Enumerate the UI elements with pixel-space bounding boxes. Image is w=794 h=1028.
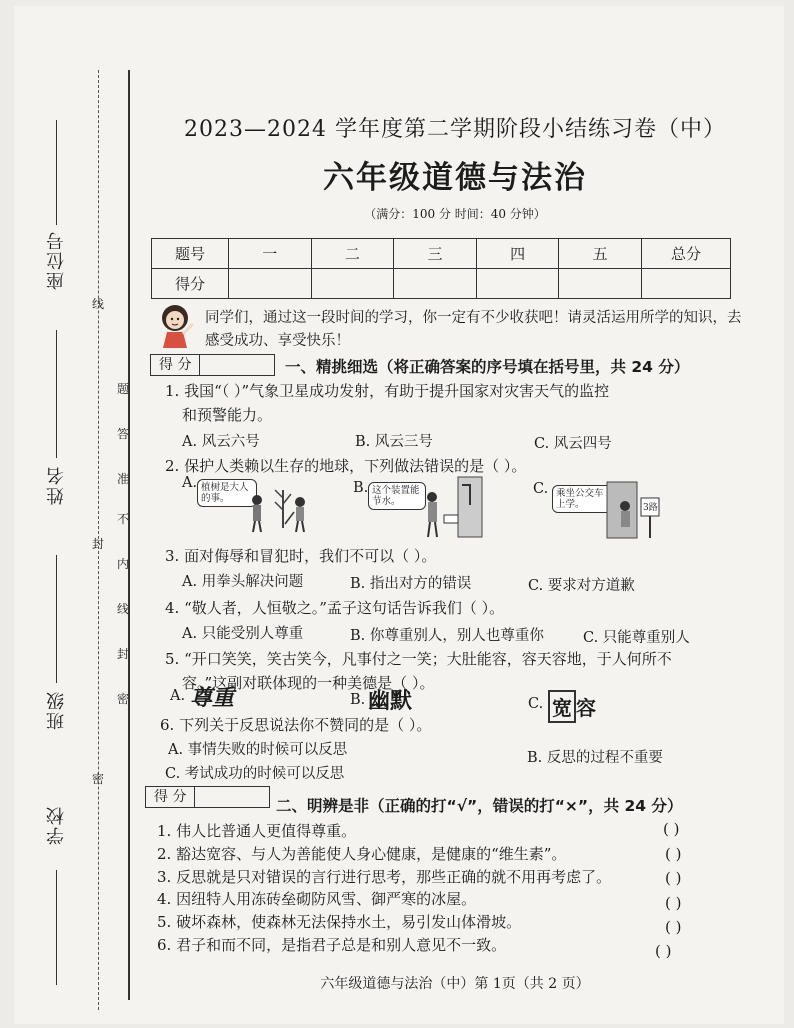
tf-item-4: 4. 因纽特人用冻砖垒砌防风雪、御严寒的冰屋。 [157, 890, 477, 908]
tf-answer-bracket[interactable]: ( ) [665, 845, 682, 863]
no-answer-char: 内 [117, 557, 130, 571]
school-label: 学校 [46, 805, 67, 845]
school-blank [56, 870, 57, 985]
score-input-cell[interactable] [394, 269, 477, 299]
q2-option-b[interactable]: B. [353, 480, 369, 496]
q5-a-word: 尊重 [190, 686, 235, 711]
scorebox-blank[interactable] [199, 355, 274, 375]
seal-char: 线 [92, 297, 105, 311]
score-table-header-row [152, 239, 731, 269]
seat-label: 座位号 [46, 230, 67, 290]
score-cell: 四 [476, 239, 559, 269]
q2-option-a[interactable]: A. [182, 475, 198, 491]
q6-option-b[interactable]: B. 反思的过程不重要 [527, 750, 663, 766]
q2-b-speech-bubble: 这个装置能节水。 [368, 482, 426, 510]
q2-a-speech-bubble: 植树是大人的事。 [197, 479, 257, 507]
seal-char: 密 [92, 772, 105, 786]
score-input-cell[interactable] [642, 269, 731, 299]
no-answer-char: 不 [117, 512, 130, 526]
tf-answer-bracket[interactable]: ( ) [663, 820, 680, 838]
q6-option-c[interactable]: C. 考试成功的时候可以反思 [165, 766, 345, 782]
section2-title: 二、明辨是非（正确的打“√”，错误的打“×”，共 24 分） [276, 797, 683, 815]
subject-title: 六年级道德与法治 [323, 160, 587, 196]
q6-text: 6. 下列关于反思说法你不赞同的是（ ）。 [160, 716, 432, 734]
score-input-cell[interactable] [229, 269, 312, 299]
tf-answer-bracket[interactable]: ( ) [655, 942, 672, 960]
q2-option-c[interactable]: C. [533, 481, 549, 497]
class-label: 班级 [46, 690, 67, 730]
score-cell: 总分 [642, 239, 731, 269]
q2-c-speech-bubble: 乘坐公交车上学。 [552, 485, 612, 513]
q5-option-b[interactable]: B. [350, 692, 366, 708]
score-table-score-row [152, 269, 731, 299]
seal-char: 封 [92, 537, 105, 551]
tf-item-2: 2. 豁达宽容、与人为善能使人身心健康，是健康的“维生素”。 [157, 845, 567, 863]
q2-text: 2. 保护人类赖以生存的地球，下列做法错误的是（ ）。 [165, 457, 527, 475]
q5-c-word [548, 690, 596, 723]
q4-text: 4. “敬人者，人恒敬之。”孟子这句话告诉我们（ ）。 [165, 599, 505, 617]
no-answer-char: 密 [117, 692, 130, 706]
tf-answer-bracket[interactable]: ( ) [665, 894, 682, 912]
tf-answer-bracket[interactable]: ( ) [665, 918, 682, 936]
q4-option-a[interactable]: A. 只能受别人尊重 [182, 626, 304, 642]
no-answer-char: 封 [117, 647, 130, 661]
scorebox-label: 得 分 [159, 357, 192, 373]
q3-text: 3. 面对侮辱和冒犯时，我们不可以（ ）。 [165, 547, 437, 565]
q5-option-a[interactable]: A. [170, 688, 186, 704]
q5-b-word: 幽默 [368, 689, 413, 714]
name-label: 姓名 [46, 465, 67, 505]
section1-title: 一、精挑细选（将正确答案的序号填在括号里，共 24 分） [285, 358, 690, 376]
exam-title: 2023—2024 学年度第二学期阶段小结练习卷（中） [184, 117, 726, 142]
tf-item-3: 3. 反思就是只对错误的言行进行思考，那些正确的就不用再考虑了。 [157, 868, 612, 886]
tf-item-6: 6. 君子和而不同，是指君子总是和别人意见不一致。 [157, 936, 507, 954]
score-input-cell[interactable] [559, 269, 642, 299]
q5-text-cont: 容。”这副对联体现的一种美德是（ ）。 [182, 674, 435, 692]
score-cell: 一 [229, 239, 312, 269]
section2-scorebox [145, 786, 270, 808]
intro-text: 同学们，通过这一段时间的学习，你一定有不少收获吧！请灵活运用所学的知识，去感受成功、享受快乐！ [205, 310, 742, 349]
bus-sign-text: 3路 [643, 503, 658, 513]
q4-option-b[interactable]: B. 你尊重别人，别人也尊重你 [350, 628, 544, 644]
q5-option-c[interactable]: C. [528, 696, 544, 712]
q1-option-a[interactable]: A. 风云六号 [182, 434, 260, 450]
girl-mascot-icon [155, 302, 197, 348]
exam-meta: （满分：100 分 时间：40 分钟） [364, 207, 546, 221]
binding-line [128, 70, 130, 1000]
q6-option-a[interactable]: A. 事情失败的时候可以反思 [168, 742, 348, 758]
scorebox-label: 得 分 [154, 789, 187, 805]
no-answer-char: 线 [117, 602, 130, 616]
q4-option-c[interactable]: C. 只能尊重别人 [583, 630, 690, 646]
no-answer-char: 准 [117, 472, 130, 486]
q5-c-word-rest: 容 [576, 696, 596, 720]
q1-text: 1. 我国“（ ）”气象卫星成功发射，有助于提升国家对灾害天气的监控 [165, 382, 610, 400]
water-saving-device-icon [418, 475, 488, 540]
class-blank [56, 555, 57, 683]
q5-text: 5. “开口笑笑，笑古笑今，凡事付之一笑；大肚能容，容天容地，于人何所不 [165, 650, 672, 668]
section1-scorebox [150, 354, 275, 376]
tree-planting-icon [245, 480, 315, 535]
no-answer-char: 题 [117, 382, 130, 396]
q3-option-c[interactable]: C. 要求对方道歉 [528, 578, 635, 594]
score-cell: 题号 [152, 239, 229, 269]
q3-option-b[interactable]: B. 指出对方的错误 [350, 576, 472, 592]
no-answer-char: 答 [117, 427, 130, 441]
scorebox-blank[interactable] [194, 787, 269, 807]
page-footer: 六年级道德与法治（中）第 1页（共 2 页） [320, 976, 590, 992]
score-table [151, 238, 731, 299]
score-cell: 得分 [152, 269, 229, 299]
name-blank [56, 330, 57, 458]
score-input-cell[interactable] [476, 269, 559, 299]
q1-option-b[interactable]: B. 风云三号 [355, 434, 433, 450]
score-input-cell[interactable] [311, 269, 394, 299]
score-cell: 五 [559, 239, 642, 269]
seat-blank [56, 120, 57, 225]
tf-item-1: 1. 伟人比普通人更值得尊重。 [157, 822, 357, 840]
q3-option-a[interactable]: A. 用拳头解决问题 [182, 574, 304, 590]
tf-item-5: 5. 破坏森林，使森林无法保持水土，易引发山体滑坡。 [157, 913, 522, 931]
q5-c-word-boxed: 宽 [548, 690, 576, 723]
score-cell: 二 [311, 239, 394, 269]
score-cell: 三 [394, 239, 477, 269]
q1-text-cont: 和预警能力。 [182, 406, 273, 424]
tf-answer-bracket[interactable]: ( ) [665, 869, 682, 887]
q1-option-c[interactable]: C. 风云四号 [534, 436, 612, 452]
